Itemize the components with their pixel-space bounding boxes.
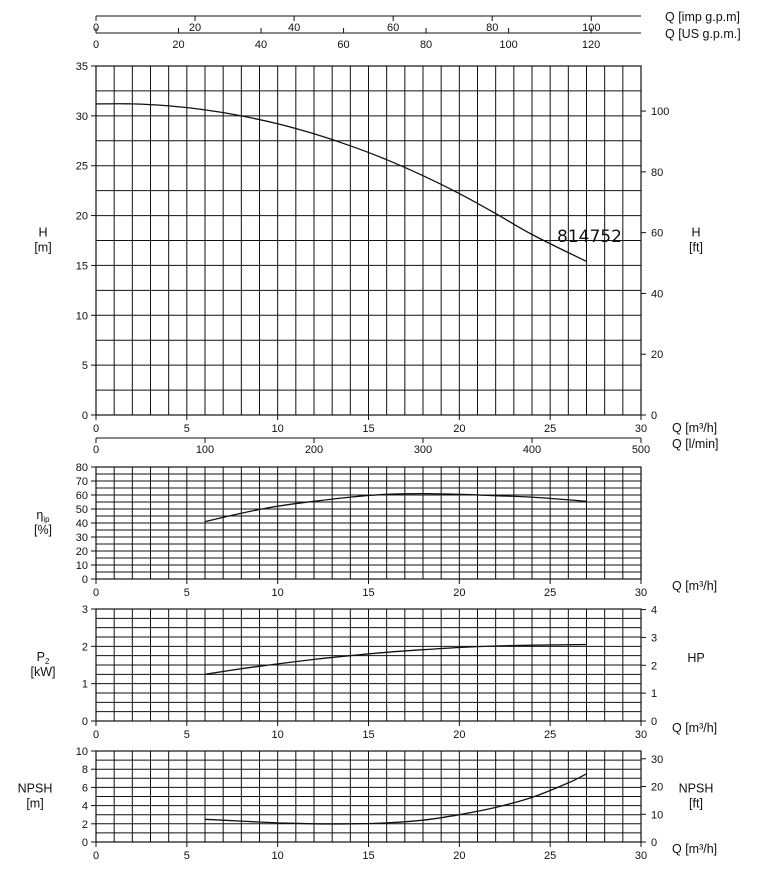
secondary-x-tick-label: 200 — [304, 444, 324, 456]
y-right-tick-label: 80 — [651, 166, 664, 179]
top-axis-unit-label: Q [US g.p.m.] — [665, 27, 741, 41]
y-right-axis-unit-label: [ft] — [689, 240, 703, 255]
x-tick-label: 0 — [92, 729, 100, 741]
x-tick-label: 15 — [362, 423, 375, 435]
top-axis-tick-label: 100 — [582, 22, 601, 34]
top-axis-tick-label: 60 — [387, 22, 400, 34]
x-tick-label: 30 — [634, 587, 648, 599]
top-axis-tick-label: 80 — [486, 22, 499, 34]
secondary-x-unit-label: Q [l/min] — [672, 437, 719, 451]
y-tick-label: 2 — [81, 641, 88, 654]
y-right-tick-label: 20 — [651, 781, 664, 794]
x-tick-label: 0 — [92, 850, 100, 862]
y-tick-label: 0 — [81, 716, 88, 728]
y-right-tick-label: 0 — [651, 716, 658, 728]
y-axis-label: NPSH — [17, 781, 53, 796]
y-right-tick-label: 60 — [651, 227, 664, 240]
top-axis-tick-label: 0 — [92, 22, 100, 34]
curve-efficiency — [205, 494, 587, 522]
y-right-tick-label: 20 — [651, 349, 664, 362]
curve-head — [96, 104, 587, 262]
y-tick-label: 25 — [75, 160, 88, 173]
top-axis-tick-label: 0 — [92, 39, 100, 51]
x-tick-label: 30 — [634, 423, 648, 435]
top-axis-tick-label: 40 — [287, 22, 301, 34]
x-unit-label: Q [m³/h] — [672, 721, 718, 735]
y-tick-label: 10 — [75, 746, 88, 758]
y-tick-label: 40 — [75, 518, 88, 530]
y-tick-label: 70 — [75, 476, 88, 488]
x-tick-label: 10 — [271, 850, 284, 862]
y-tick-label: 6 — [81, 782, 88, 795]
y-right-axis-label: H — [691, 225, 701, 240]
curve-npsh — [205, 774, 587, 824]
x-tick-label: 10 — [271, 587, 284, 599]
x-tick-label: 5 — [183, 729, 190, 741]
y-axis-unit-label: [m] — [26, 796, 44, 811]
y-axis-unit-label: [m] — [34, 240, 52, 255]
y-tick-label: 15 — [75, 260, 88, 273]
x-tick-label: 25 — [544, 729, 557, 741]
x-tick-label: 20 — [453, 423, 466, 435]
x-tick-label: 20 — [453, 587, 466, 599]
y-tick-label: 1 — [81, 678, 88, 691]
x-tick-label: 10 — [271, 423, 284, 435]
secondary-x-tick-label: 100 — [195, 444, 215, 456]
y-right-tick-label: 100 — [651, 106, 670, 119]
x-tick-label: 5 — [183, 850, 190, 862]
y-tick-label: 5 — [81, 360, 88, 373]
y-tick-label: 20 — [75, 210, 88, 223]
top-axis-tick-label: 20 — [188, 22, 202, 34]
y-tick-label: 4 — [81, 800, 88, 813]
secondary-x-tick-label: 300 — [413, 444, 433, 456]
labels-layer — [18, 10, 741, 862]
y-right-tick-label: 0 — [651, 410, 658, 422]
y-right-tick-label: 40 — [651, 288, 664, 301]
x-tick-label: 15 — [362, 729, 375, 741]
x-tick-label: 30 — [634, 729, 648, 741]
y-right-axis-label: NPSH — [678, 781, 714, 796]
top-axis-tick-label: 20 — [172, 39, 185, 51]
y-tick-label: 8 — [81, 764, 88, 777]
y-tick-label: 30 — [75, 532, 88, 544]
x-tick-label: 20 — [453, 729, 466, 741]
top-axis-tick-label: 80 — [419, 39, 433, 51]
y-right-tick-label: 1 — [651, 688, 658, 701]
y-axis-label-subscript: ip — [43, 515, 50, 524]
y-right-tick-label: 4 — [651, 604, 658, 617]
y-tick-label: 3 — [81, 604, 88, 616]
x-tick-label: 5 — [183, 423, 190, 435]
x-tick-label: 20 — [453, 850, 466, 862]
y-tick-label: 50 — [75, 504, 88, 516]
curves-layer — [96, 104, 587, 824]
secondary-x-tick-label: 0 — [92, 444, 100, 456]
x-tick-label: 30 — [634, 850, 648, 862]
y-tick-label: 10 — [75, 310, 88, 323]
y-tick-label: 0 — [81, 574, 88, 586]
y-right-tick-label: 10 — [651, 809, 664, 822]
curve-power — [205, 645, 587, 675]
y-axis-label: $P_2$ — [36, 650, 50, 666]
top-axis-tick-label: 120 — [581, 39, 601, 51]
y-tick-label: 0 — [81, 410, 88, 422]
x-unit-label: Q [m³/h] — [672, 421, 718, 435]
y-tick-label: 60 — [75, 490, 88, 502]
x-tick-label: 15 — [362, 587, 375, 599]
y-right-axis-unit-label: [ft] — [689, 796, 703, 811]
top-axis-tick-label: 60 — [337, 39, 350, 51]
y-tick-label: 10 — [75, 560, 88, 572]
y-tick-label: 80 — [75, 462, 88, 474]
x-tick-label: 10 — [271, 729, 284, 741]
y-tick-label: 2 — [81, 818, 88, 831]
x-tick-label: 15 — [362, 850, 375, 862]
y-axis-label: $\eta_{ip}$ — [36, 508, 50, 524]
y-axis-unit-label: [kW] — [30, 665, 56, 679]
top-axis-unit-label: Q [imp g.p.m] — [665, 10, 741, 24]
y-axis-unit-label: [%] — [33, 523, 53, 537]
top-axis-tick-label: 100 — [499, 39, 518, 51]
x-tick-label: 0 — [92, 587, 100, 599]
series-label-814752: 814752 — [557, 227, 622, 247]
y-right-tick-label: 3 — [651, 632, 658, 645]
y-tick-label: 20 — [75, 546, 88, 558]
y-tick-label: 0 — [81, 837, 88, 849]
x-tick-label: 25 — [544, 587, 557, 599]
y-right-tick-label: 0 — [651, 837, 658, 849]
y-axis-label: H — [38, 225, 48, 240]
x-unit-label: Q [m³/h] — [672, 579, 718, 593]
y-tick-label: 35 — [75, 61, 88, 73]
x-tick-label: 25 — [544, 423, 557, 435]
y-right-axis-label: HP — [687, 651, 705, 665]
x-tick-label: 5 — [183, 587, 190, 599]
x-tick-label: 25 — [544, 850, 557, 862]
secondary-x-tick-label: 400 — [522, 444, 542, 456]
y-right-tick-label: 30 — [651, 753, 664, 766]
top-axis-tick-label: 40 — [254, 39, 268, 51]
y-tick-label: 30 — [75, 110, 88, 123]
y-axis-label-subscript: 2 — [44, 657, 50, 666]
y-right-tick-label: 2 — [651, 660, 658, 673]
x-tick-label: 0 — [92, 423, 100, 435]
secondary-x-tick-label: 500 — [631, 444, 651, 456]
x-unit-label: Q [m³/h] — [672, 842, 718, 856]
